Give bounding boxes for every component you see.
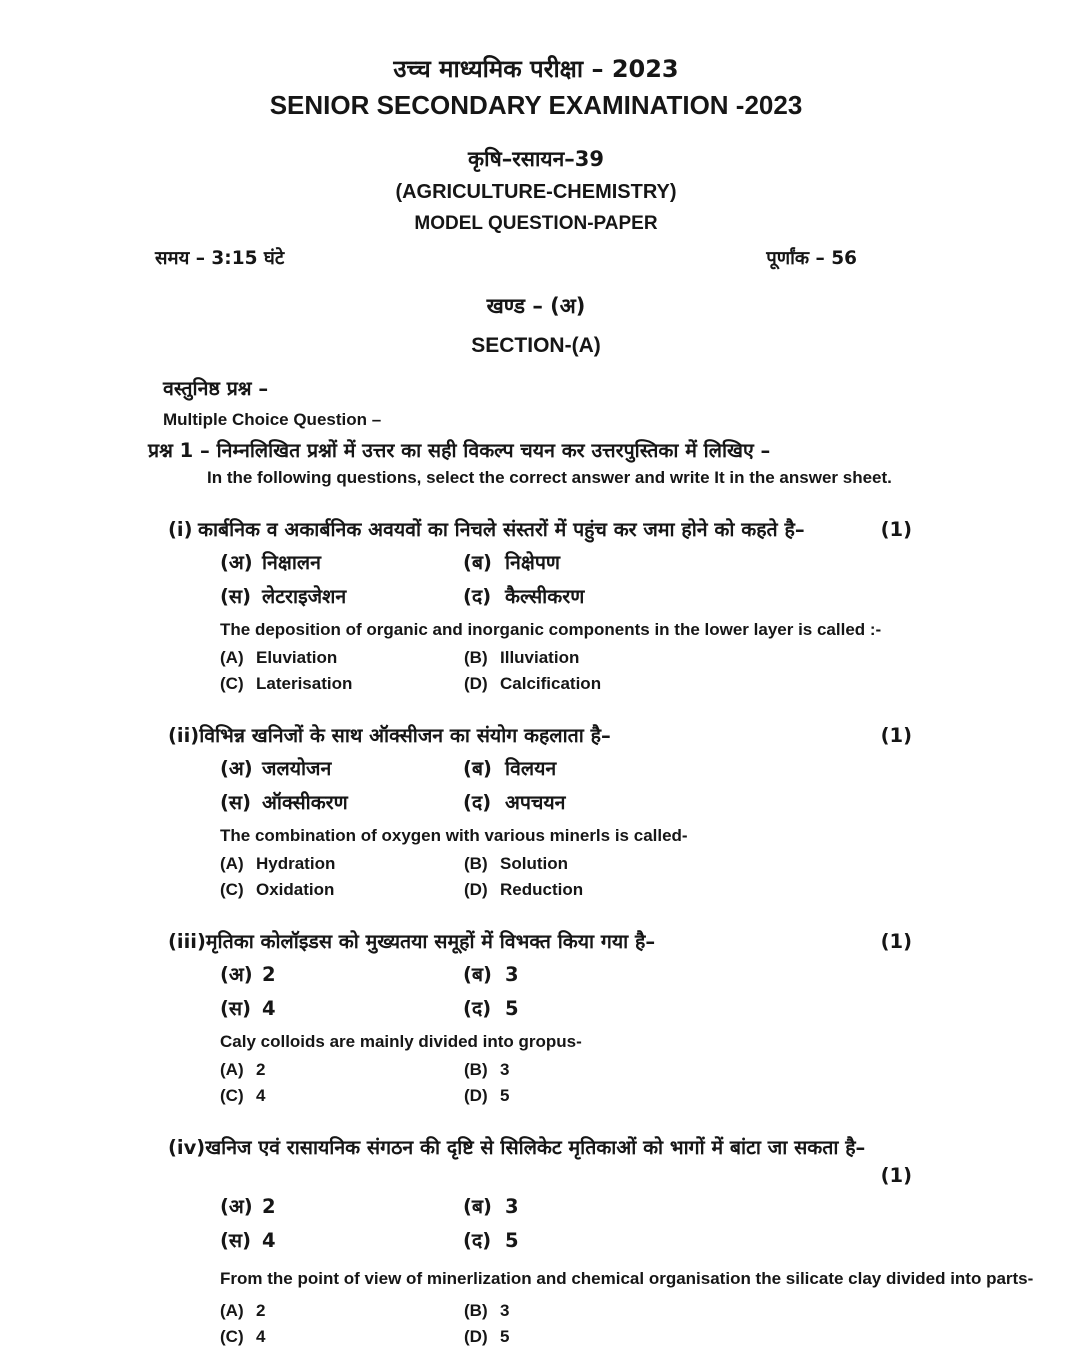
option-label: (B) bbox=[464, 853, 488, 873]
option-label: (अ) bbox=[220, 757, 253, 781]
option-label: (ब) bbox=[463, 963, 492, 987]
option-text: Hydration bbox=[256, 853, 336, 873]
question-block-i bbox=[168, 517, 1072, 694]
section-heading-en: SECTION-(A) bbox=[471, 334, 601, 357]
option-text: लेटराइजेशन bbox=[262, 585, 347, 609]
option-hi-c bbox=[220, 582, 463, 609]
option-label: (स) bbox=[220, 997, 252, 1021]
subject-name-en: (AGRICULTURE-CHEMISTRY) bbox=[395, 181, 677, 203]
option-en-d bbox=[464, 880, 1072, 900]
question-text-en: The combination of oxygen with various minerls is called- bbox=[220, 826, 688, 846]
option-en-c bbox=[220, 1327, 464, 1347]
option-en-b bbox=[464, 648, 1072, 668]
exam-title-en: SENIOR SECONDARY EXAMINATION -2023 bbox=[269, 90, 803, 120]
option-label: (C) bbox=[220, 1085, 244, 1105]
option-hi-c bbox=[220, 788, 463, 815]
option-hi-d bbox=[463, 582, 1072, 609]
option-hi-c bbox=[220, 994, 463, 1021]
time-allowed: समय – 3:15 घंटे bbox=[155, 248, 285, 269]
option-hi-d bbox=[463, 788, 1072, 815]
options-grid-en bbox=[220, 854, 1072, 900]
question-text-hi: खनिज एवं रासायनिक संगठन की दृष्टि से सिलिकेट मृतिकाओं को भागों में बांटा जा सकता है– bbox=[205, 1135, 866, 1159]
exam-title-hi: उच्च माध्यमिक परीक्षा – 2023 bbox=[393, 55, 679, 83]
question-type-en: Multiple Choice Question – bbox=[163, 410, 382, 429]
question-marks: (1) bbox=[880, 929, 912, 953]
option-text: 2 bbox=[262, 963, 276, 987]
option-label: (B) bbox=[464, 1300, 488, 1320]
option-en-d bbox=[464, 1327, 1072, 1347]
paper-type: MODEL QUESTION-PAPER bbox=[414, 213, 658, 234]
option-text: Oxidation bbox=[256, 879, 335, 899]
question-block-iii bbox=[168, 929, 1072, 1106]
full-marks: पूर्णांक – 56 bbox=[766, 248, 857, 269]
question-head bbox=[168, 517, 1072, 543]
time-marks-row bbox=[0, 245, 1072, 270]
options-grid-en bbox=[220, 1060, 1072, 1106]
option-text: Illuviation bbox=[500, 647, 580, 667]
option-label: (C) bbox=[220, 673, 244, 693]
question-head bbox=[168, 723, 1072, 749]
option-text: 4 bbox=[262, 1229, 276, 1253]
option-text: Calcification bbox=[500, 673, 602, 693]
option-en-a bbox=[220, 1060, 464, 1080]
options-grid-en bbox=[220, 648, 1072, 694]
question-number: (ii) bbox=[168, 723, 200, 747]
option-text: 5 bbox=[500, 1085, 510, 1105]
option-hi-a bbox=[220, 754, 463, 781]
option-label: (स) bbox=[220, 1229, 252, 1253]
options-grid-en bbox=[220, 1301, 1072, 1347]
option-text: 5 bbox=[500, 1326, 510, 1346]
option-text: निक्षालन bbox=[262, 551, 321, 575]
question-text-en: Caly colloids are mainly divided into gropus- bbox=[220, 1032, 582, 1052]
option-label: (C) bbox=[220, 1326, 244, 1346]
option-text: 2 bbox=[262, 1195, 276, 1219]
option-label: (स) bbox=[220, 585, 252, 609]
option-label: (द) bbox=[463, 1229, 492, 1253]
option-text: ऑक्सीकरण bbox=[262, 791, 348, 815]
option-text: जलयोजन bbox=[262, 757, 332, 781]
question-marks: (1) bbox=[880, 1164, 912, 1188]
question-text-hi: विभिन्न खनिजों के साथ ऑक्सीजन का संयोग कहलाता है– bbox=[199, 723, 611, 747]
question-head bbox=[168, 929, 1072, 955]
option-en-b bbox=[464, 1301, 1072, 1321]
option-label: (D) bbox=[464, 1085, 488, 1105]
option-text: निक्षेपण bbox=[505, 551, 561, 575]
question-text-hi: मृतिका कोलॉइडस को मुख्यतया समूहों में विभक्त किया गया है– bbox=[205, 929, 656, 953]
option-en-b bbox=[464, 854, 1072, 874]
option-en-c bbox=[220, 674, 464, 694]
question-marks: (1) bbox=[880, 723, 912, 747]
option-text: Solution bbox=[500, 853, 568, 873]
q1-instruction-en: In the following questions, select the correct answer and write It in the answer sheet. bbox=[207, 468, 892, 487]
option-text: Reduction bbox=[500, 879, 584, 899]
option-text: 2 bbox=[256, 1059, 266, 1079]
option-label: (A) bbox=[220, 1059, 244, 1079]
option-text: कैल्सीकरण bbox=[505, 585, 585, 609]
option-label: (B) bbox=[464, 1059, 488, 1079]
option-text: 5 bbox=[505, 997, 519, 1021]
option-text: विलयन bbox=[505, 757, 557, 781]
option-label: (D) bbox=[464, 1326, 488, 1346]
option-label: (C) bbox=[220, 879, 244, 899]
option-text: 5 bbox=[505, 1229, 519, 1253]
question-head bbox=[168, 1135, 1072, 1161]
option-label: (B) bbox=[464, 647, 488, 667]
option-hi-a bbox=[220, 960, 463, 987]
option-label: (D) bbox=[464, 673, 488, 693]
option-label: (द) bbox=[463, 585, 492, 609]
option-en-d bbox=[464, 1086, 1072, 1106]
option-label: (D) bbox=[464, 879, 488, 899]
option-hi-d bbox=[463, 994, 1072, 1021]
options-grid-hi bbox=[220, 960, 1072, 1021]
option-en-b bbox=[464, 1060, 1072, 1080]
option-text: 3 bbox=[500, 1059, 510, 1079]
option-hi-b bbox=[463, 754, 1072, 781]
question-marks: (1) bbox=[880, 518, 912, 541]
question-number: (iv) bbox=[168, 1135, 206, 1159]
question-block-iv bbox=[168, 1135, 1072, 1347]
options-grid-hi bbox=[220, 1192, 1072, 1253]
option-en-a bbox=[220, 854, 464, 874]
option-label: (ब) bbox=[463, 551, 492, 575]
question-block-ii bbox=[168, 723, 1072, 900]
options-grid-hi bbox=[220, 754, 1072, 815]
section-heading-hi: खण्ड – (अ) bbox=[486, 294, 586, 318]
option-text: 3 bbox=[505, 963, 519, 987]
subject-name-hi: कृषि–रसायन–39 bbox=[468, 147, 604, 171]
option-label: (अ) bbox=[220, 551, 253, 575]
option-en-a bbox=[220, 1301, 464, 1321]
option-text: 4 bbox=[256, 1085, 266, 1105]
option-en-a bbox=[220, 648, 464, 668]
option-hi-b bbox=[463, 548, 1072, 575]
options-grid-hi bbox=[220, 548, 1072, 609]
question-number: (iii) bbox=[168, 929, 206, 953]
option-label: (A) bbox=[220, 647, 244, 667]
option-hi-b bbox=[463, 960, 1072, 987]
option-label: (ब) bbox=[463, 1195, 492, 1219]
option-label: (ब) bbox=[463, 757, 492, 781]
option-text: 4 bbox=[256, 1326, 266, 1346]
q1-instruction-hi: प्रश्न 1 – निम्नलिखित प्रश्नों में उत्तर का सही विकल्प चयन कर उत्तरपुस्तिका में लिखिए – bbox=[148, 439, 771, 462]
question-text-hi: कार्बनिक व अकार्बनिक अवयवों का निचले संस्तरों में पहुंच कर जमा होने को कहते है– bbox=[198, 518, 805, 541]
option-en-c bbox=[220, 880, 464, 900]
option-text: Laterisation bbox=[256, 673, 353, 693]
option-hi-b bbox=[463, 1192, 1072, 1219]
option-label: (अ) bbox=[220, 1195, 253, 1219]
option-text: 4 bbox=[262, 997, 276, 1021]
option-text: 2 bbox=[256, 1300, 266, 1320]
option-label: (स) bbox=[220, 791, 252, 815]
option-label: (A) bbox=[220, 853, 244, 873]
option-label: (द) bbox=[463, 997, 492, 1021]
option-hi-d bbox=[463, 1226, 1072, 1253]
exam-header bbox=[0, 54, 1072, 270]
option-label: (A) bbox=[220, 1300, 244, 1320]
option-en-c bbox=[220, 1086, 464, 1106]
option-text: Eluviation bbox=[256, 647, 338, 667]
option-text: 3 bbox=[505, 1195, 519, 1219]
option-hi-a bbox=[220, 1192, 463, 1219]
option-text: 3 bbox=[500, 1300, 510, 1320]
option-label: (अ) bbox=[220, 963, 253, 987]
option-en-d bbox=[464, 674, 1072, 694]
option-hi-c bbox=[220, 1226, 463, 1253]
question-number: (i) bbox=[168, 518, 193, 541]
option-hi-a bbox=[220, 548, 463, 575]
question-text-en: The deposition of organic and inorganic components in the lower layer is called :- bbox=[220, 620, 882, 640]
question-type-hi: वस्तुनिष्ठ प्रश्न – bbox=[163, 377, 269, 400]
question-text-en: From the point of view of minerlization and chemical organisation the silicate clay divided into parts- bbox=[220, 1269, 1034, 1289]
option-label: (द) bbox=[463, 791, 492, 815]
option-text: अपचयन bbox=[505, 791, 566, 815]
